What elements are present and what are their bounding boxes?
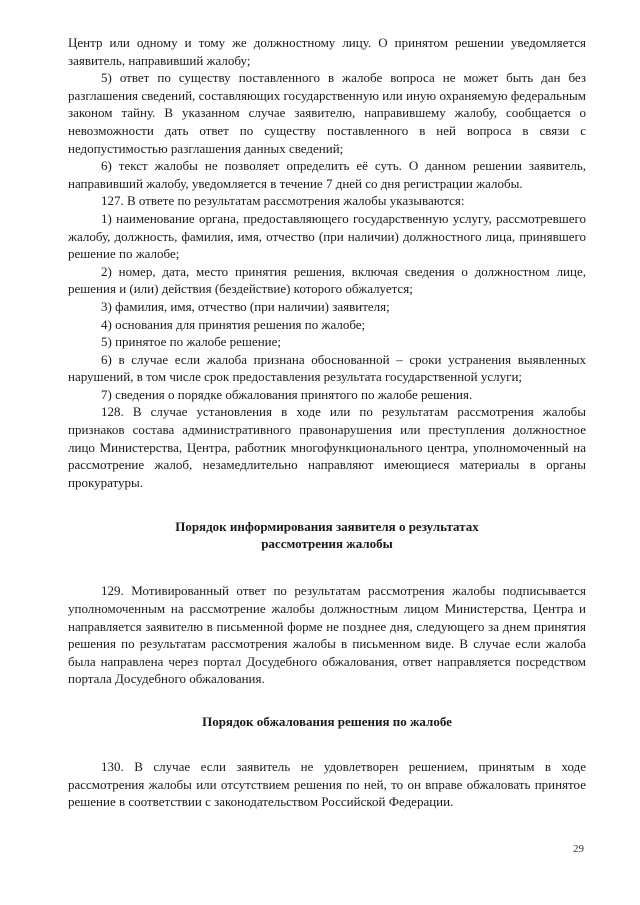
list-item-2-number: 2) номер, дата, место принятия решения, включая сведения о должностном лице, решения и (или) действия (бездействие) которого обжалуется; (68, 263, 586, 297)
paragraph-127: 127. В ответе по результатам рассмотрения жалобы указываются: (101, 193, 465, 209)
paragraph-continuation: Центр или одному и тому же должностному лицу. О принятом решении уведомляется заявитель, направивший жалобу; (68, 35, 586, 68)
list-item-1-organ: 1) наименование органа, предоставляющего государственную услугу, рассмотревшего жалобу, должность, фамилия, имя, отчество (при наличии) должностного лица, принявшего решение по жалобе; (68, 210, 586, 262)
list-item-7-appeal: 7) сведения о порядке обжалования принятого по жалобе решения. (101, 386, 473, 402)
list-item-3-name: 3) фамилия, имя, отчество (при наличии) заявителя; (101, 298, 390, 314)
list-item-5-secret: 5) ответ по существу поставленного в жалобе вопроса не может быть дан без разглашения сведений, составляющих государственную или иную охраняемую федеральным законом тайну. В указанном случае заявителю, направившему жалобу, сообщается о невозможности дать ответ по существу поставленного в ней вопроса в связи с недопустимостью разглашения данных сведений; (68, 70, 586, 156)
paragraph-130: 130. В случае если заявитель не удовлетворен решением, принятым в ходе рассмотрения жалобы или отсутствием решения по ней, то он вправе обжаловать принятое решение в соответствии с законодательством Российской Федерации. (68, 759, 586, 810)
section-heading-informing-line-2: рассмотрения жалобы (261, 536, 393, 552)
paragraph-128: 128. В случае установления в ходе или по результатам рассмотрения жалобы признаков состава административного правонарушения или преступления должностное лицо Министерства, Центра, работник многофункционального центра, уполномоченный на рассмотрение жалоб, незамедлительно направляют имеющиеся материалы в органы прокуратуры. (68, 404, 586, 490)
section-heading-informing (68, 518, 586, 552)
section-heading-informing-line-1: Порядок информирования заявителя о результатах (175, 519, 479, 535)
list-item-4-grounds: 4) основания для принятия решения по жалобе; (101, 316, 366, 332)
list-item-6-justified: 6) в случае если жалоба признана обоснованной – сроки устранения выявленных нарушений, в том числе срок предоставления результата государственной услуги; (68, 351, 586, 385)
page-number: 29 (573, 843, 584, 855)
list-item-5-decision: 5) принятое по жалобе решение; (101, 334, 281, 350)
paragraph-129: 129. Мотивированный ответ по результатам рассмотрения жалобы подписывается уполномоченным на рассмотрение жалобы должностным лицом Министерства, Центра и направляется заявителю в письменной форме не позднее дня, следующего за днем принятия решения по результатам рассмотрения жалобы в письменном виде. В случае если жалоба была направлена через портал Досудебного обжалования, ответ направляется посредством портала Досудебного обжалования. (68, 583, 586, 687)
document-page (68, 34, 586, 811)
list-item-6-undefined: 6) текст жалобы не позволяет определить её суть. О данном решении заявитель, направивший жалобу, уведомляется в течение 7 дней со дня регистрации жалобы. (68, 158, 586, 191)
section-heading-appeal: Порядок обжалования решения по жалобе (202, 714, 452, 729)
